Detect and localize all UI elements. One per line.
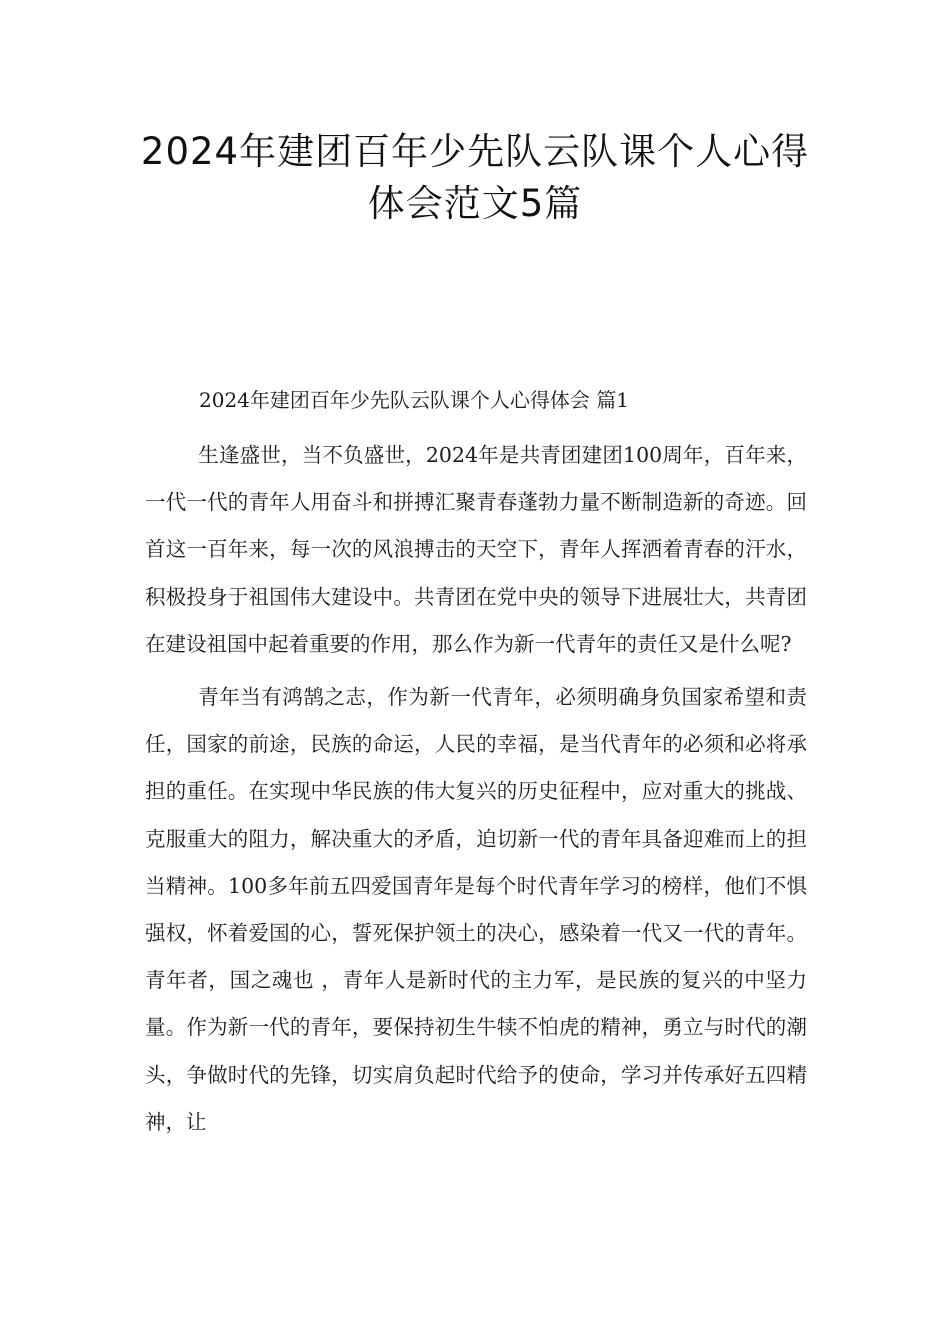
document-body [145, 382, 807, 1146]
document-title [120, 126, 830, 230]
section-heading: 2024年建团百年少先队云队课个人心得体会 篇1 [199, 388, 629, 412]
title-line-1: 2024年建团百年少先队云队课个人心得 [140, 130, 810, 173]
paragraph-2: 青年当有鸿鹄之志，作为新一代青年，必须明确身负国家希望和责任，国家的前途，民族的命运，人民的幸福，是当代青年的必须和必将承担的重任。在实现中华民族的伟大复兴的历史征程中，应对重大的挑战、克服重大的阻力，解决重大的矛盾，迫切新一代的青年具备迎难而上的担当精神。100多年前五四爱国青年是每个时代青年学习的榜样，他们不惧强权，怀着爱国的心，誓死保护领土的决心，感染着一代又一代的青年。 青年者，国之魂也 ，青年人是新时代的主力军，是民族的复兴的中坚力量。作为新一代的青年，要保持初生牛犊不怕虎的精神，勇立与时代的潮头，争做时代的先锋，切实肩负起时代给予的使命，学习并传承好五四精神，让 [145, 685, 807, 1134]
paragraph-1: 生逢盛世，当不负盛世，2024年是共青团建团100周年，百年来，一代一代的青年人用奋斗和拼搏汇聚青春蓬勃力量不断制造新的奇迹。回首这一百年来，每一次的风浪搏击的天空下，青年人挥洒着青春的汗水，积极投身于祖国伟大建设中。共青团在党中央的领导下进展壮大，共青团在建设祖国中起着重要的作用，那么作为新一代青年的责任又是什么呢? [145, 443, 807, 656]
title-line-2: 体会范文5篇 [367, 182, 583, 225]
